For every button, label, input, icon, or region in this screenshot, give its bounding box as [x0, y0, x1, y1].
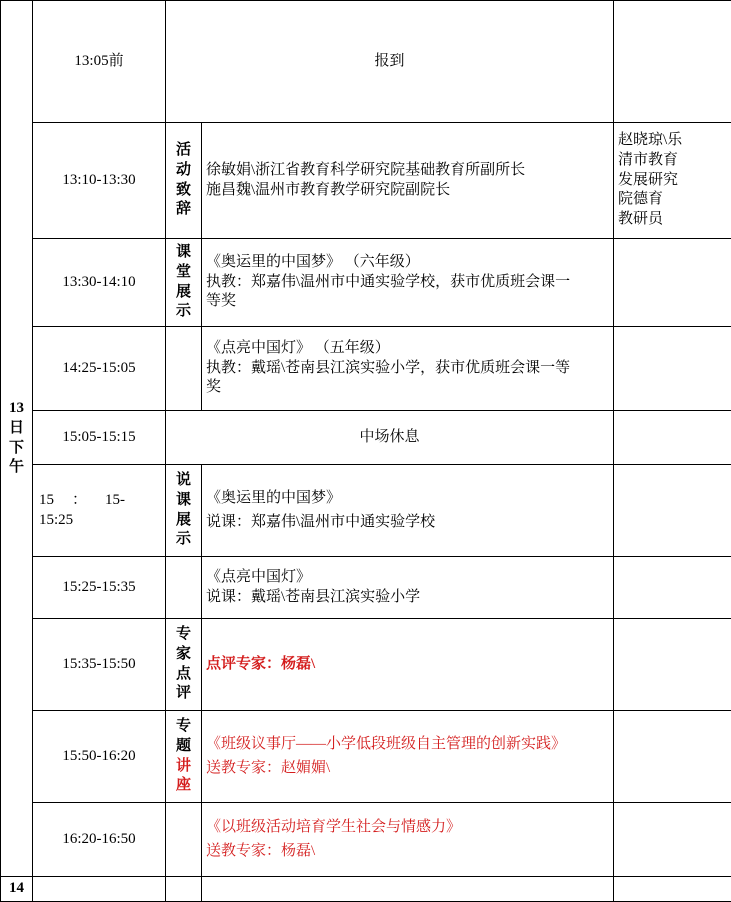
row-note	[614, 877, 731, 902]
row-time: 15:50-16:20	[33, 711, 166, 803]
row-note	[614, 327, 731, 411]
body-line: 送教专家：赵媚媚\	[206, 755, 609, 779]
row-body	[202, 123, 614, 239]
day-char-2: 下	[5, 439, 28, 459]
row-note	[614, 1, 731, 123]
row-kind	[166, 877, 202, 902]
kind-char: 展	[170, 283, 197, 303]
row-note	[614, 123, 731, 239]
table-row	[1, 619, 731, 711]
row-time: 13:05前	[33, 1, 166, 123]
row-kind	[166, 619, 202, 711]
time-part: 15	[39, 491, 54, 511]
row-body	[202, 327, 614, 411]
row-kind	[166, 327, 202, 411]
body-line: 等奖	[206, 292, 609, 312]
note-line: 院德育	[618, 190, 727, 210]
kind-char: 辞	[170, 200, 197, 220]
note-line: 赵晓琼\乐	[618, 131, 727, 151]
row-kind	[166, 239, 202, 327]
kind-char: 致	[170, 181, 197, 201]
row-kind	[166, 557, 202, 619]
table-row	[1, 711, 731, 803]
body-line: 徐敏娟\浙江省教育科学研究院基础教育所副所长	[206, 161, 609, 181]
day-label-cell	[1, 1, 33, 877]
kind-char: 题	[170, 737, 197, 757]
kind-char: 说	[170, 471, 197, 491]
table-row	[1, 557, 731, 619]
row-note	[614, 411, 731, 465]
row-time	[33, 465, 166, 557]
body-line: 《奥运里的中国梦》 （六年级）	[206, 253, 609, 273]
row-time-second-line: 15:25	[39, 512, 73, 528]
body-line: 《以班级活动培育学生社会与情感力》	[206, 818, 609, 838]
row-time: 15:25-15:35	[33, 557, 166, 619]
table-row	[1, 1, 731, 123]
row-time: 16:20-16:50	[33, 803, 166, 877]
day-char-1: 日	[5, 419, 28, 439]
next-day-label: 14	[1, 877, 33, 902]
table-row	[1, 803, 731, 877]
kind-char: 活	[170, 141, 197, 161]
row-note	[614, 711, 731, 803]
table-row	[1, 465, 731, 557]
body-line: 施昌魏\温州市教育教学研究院副院长	[206, 181, 609, 201]
row-body	[202, 465, 614, 557]
row-note	[614, 803, 731, 877]
row-note	[614, 557, 731, 619]
body-line: 《班级议事厅——小学低段班级自主管理的创新实践》	[206, 735, 609, 755]
time-part: 15-	[105, 491, 125, 511]
row-time	[33, 877, 166, 902]
table-row	[1, 123, 731, 239]
kind-char: 专	[170, 625, 197, 645]
kind-char: 座	[170, 776, 197, 796]
body-line: 《奥运里的中国梦》	[206, 489, 609, 509]
body-line: 说课：戴瑶\苍南县江滨实验小学	[206, 588, 609, 608]
row-kind	[166, 803, 202, 877]
row-kind	[166, 711, 202, 803]
body-line: 说课：郑嘉伟\温州市中通实验学校	[206, 509, 609, 533]
body-line: 点评专家：杨磊\	[206, 655, 609, 675]
kind-char: 点	[170, 665, 197, 685]
body-line: 执教：郑嘉伟\温州市中通实验学校，获市优质班会课一	[206, 273, 609, 293]
row-body	[202, 557, 614, 619]
note-line: 教研员	[618, 210, 727, 230]
kind-char: 课	[170, 243, 197, 263]
row-kind	[166, 123, 202, 239]
kind-char: 专	[170, 717, 197, 737]
kind-char: 堂	[170, 263, 197, 283]
day-number: 13	[5, 399, 28, 419]
table-row	[1, 239, 731, 327]
row-note	[614, 239, 731, 327]
body-line: 送教专家：杨磊\	[206, 838, 609, 862]
row-body: 中场休息	[166, 411, 614, 465]
row-body	[202, 803, 614, 877]
row-body	[202, 711, 614, 803]
row-time: 13:10-13:30	[33, 123, 166, 239]
row-body	[202, 619, 614, 711]
kind-char: 示	[170, 302, 197, 322]
body-line: 奖	[206, 378, 609, 398]
body-line: 《点亮中国灯》	[206, 568, 609, 588]
time-part: ：	[72, 491, 87, 511]
note-line: 发展研究	[618, 171, 727, 191]
row-body	[202, 877, 614, 902]
row-time: 15:05-15:15	[33, 411, 166, 465]
kind-char: 课	[170, 491, 197, 511]
row-note	[614, 465, 731, 557]
row-kind	[166, 465, 202, 557]
kind-char: 示	[170, 530, 197, 550]
table-row	[1, 327, 731, 411]
row-time: 13:30-14:10	[33, 239, 166, 327]
row-time: 15:35-15:50	[33, 619, 166, 711]
row-time-first-line	[39, 491, 125, 511]
row-body: 报到	[166, 1, 614, 123]
table-row	[1, 411, 731, 465]
row-note	[614, 619, 731, 711]
kind-char: 展	[170, 511, 197, 531]
body-line: 《点亮中国灯》 （五年级）	[206, 339, 609, 359]
row-body	[202, 239, 614, 327]
kind-char: 讲	[170, 757, 197, 777]
day-char-3: 午	[5, 458, 28, 478]
kind-char: 家	[170, 645, 197, 665]
kind-char: 评	[170, 684, 197, 704]
table-row-partial	[1, 877, 731, 902]
row-time: 14:25-15:05	[33, 327, 166, 411]
kind-char: 动	[170, 161, 197, 181]
note-line: 清市教育	[618, 151, 727, 171]
body-line: 执教：戴瑶\苍南县江滨实验小学，获市优质班会课一等	[206, 359, 609, 379]
